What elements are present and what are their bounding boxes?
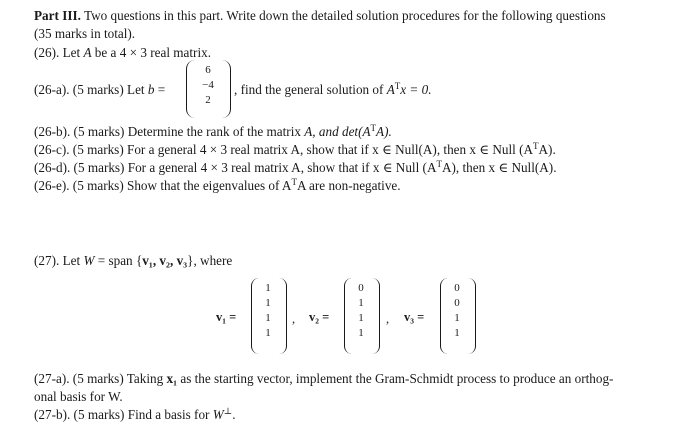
q26a-prefix <box>34 82 165 98</box>
v3-entry: 1 <box>454 312 460 324</box>
v3-right-paren <box>468 278 476 354</box>
q26-stem-post: real matrix. <box>146 45 211 60</box>
q27b-W-symbol: W <box>212 407 224 422</box>
q27-W-symbol: W <box>83 253 95 268</box>
vector-separator: , <box>292 312 296 326</box>
q26b-text: (26-b). (5 marks) Determine the rank of the matrix <box>34 124 305 139</box>
transpose-mark: T <box>533 141 539 151</box>
v2-label: v₂ = <box>309 310 330 324</box>
q26e <box>34 178 401 194</box>
q26b <box>34 124 392 140</box>
q26b-tail2: A). <box>376 124 392 139</box>
q26-stem <box>34 45 211 61</box>
v1-label: v₁ = <box>216 310 237 324</box>
part-heading: Part III. <box>34 8 81 23</box>
q27-vector-list: v₁, v₂, v₃ <box>142 253 188 268</box>
v1-vector <box>258 281 278 341</box>
q27-span: = span { <box>94 253 143 268</box>
v3-label: v₃ = <box>404 310 425 324</box>
q27b <box>34 407 236 423</box>
q26a-pre: (26-a). (5 marks) Let <box>34 82 148 97</box>
q27a-post: as the starting vector, implement the Gram-Schmidt process to produce an orthog- <box>177 371 614 386</box>
vector-separator: , <box>386 312 390 326</box>
q26c <box>34 142 556 158</box>
v3-entry: 1 <box>454 327 460 339</box>
transpose-mark: T <box>370 123 377 133</box>
q26e-text: (26-e). (5 marks) Show that the eigenvalues of A <box>34 178 292 193</box>
v1-entry: 1 <box>265 327 271 339</box>
v2-entry: 0 <box>358 282 364 294</box>
q26e-tail: A are non-negative. <box>296 178 401 193</box>
v1-right-paren <box>279 278 287 354</box>
q26c-text: (26-c). (5 marks) For a general 4 × 3 real matrix A, show that if x ∈ Null(A), then x ∈ Null (A <box>34 142 534 157</box>
q26d-text: (26-d). (5 marks) For a general 4 × 3 real matrix A, show that if x ∈ Null (A <box>34 160 437 175</box>
q26d <box>34 160 557 176</box>
q26a-suffix <box>234 82 432 98</box>
v2-right-paren <box>372 278 380 354</box>
part-intro-line-1 <box>34 8 606 24</box>
v2-entry: 1 <box>358 297 364 309</box>
v1-entry: 1 <box>265 297 271 309</box>
transpose-mark: T <box>291 177 297 187</box>
v2-entry: 1 <box>358 327 364 339</box>
q26-stem-matrix: A <box>83 45 92 60</box>
q27a-x1: x₁ <box>166 371 178 386</box>
q26a-post: , find the general solution of <box>234 82 387 97</box>
q27a-pre: (27-a). (5 marks) Taking <box>34 371 167 386</box>
b-vector-right-paren <box>222 60 231 118</box>
v1-entry: 1 <box>265 282 271 294</box>
q26-stem-mid: be a <box>91 45 120 60</box>
b-vector <box>196 63 220 108</box>
q26a-b-symbol: b <box>147 82 155 97</box>
v1-entry: 1 <box>265 312 271 324</box>
v3-entry: 0 <box>454 297 460 309</box>
transpose-mark: T <box>436 159 442 169</box>
q27-stem <box>34 253 232 269</box>
perp-mark: ⊥ <box>223 406 233 416</box>
v2-vector <box>351 281 371 341</box>
q26a-equation: x = 0. <box>400 82 432 97</box>
q26a-matrix: A <box>386 82 395 97</box>
part-intro-line-2: (35 marks in total). <box>34 26 136 41</box>
q27-stem-pre: (27). Let <box>34 253 84 268</box>
b-vector-entry: 2 <box>205 94 211 106</box>
q26a-eq: = <box>154 82 166 97</box>
q26c-tail: A). <box>538 142 556 157</box>
transpose-mark: T <box>394 81 401 91</box>
q27-stem-post: }, where <box>187 253 233 268</box>
q26-stem-pre: (26). Let <box>34 45 84 60</box>
b-vector-entry: 6 <box>205 64 211 76</box>
q26-stem-dim: 4 × 3 <box>119 45 147 60</box>
b-vector-entry: −4 <box>202 79 214 91</box>
part-intro-text: Two questions in this part. Write down the detailed solution procedures for the following questions <box>83 8 606 23</box>
q27b-text: (27-b). (5 marks) Find a basis for <box>34 407 213 422</box>
q27b-end: . <box>232 407 236 422</box>
v2-entry: 1 <box>358 312 364 324</box>
v3-vector <box>447 281 467 341</box>
q27a-line-1 <box>34 371 613 387</box>
v3-entry: 0 <box>454 282 460 294</box>
q27a-line-2: onal basis for W. <box>34 389 123 404</box>
q26b-tail: A, and det(A <box>304 124 371 139</box>
b-vector-left-paren <box>186 60 195 118</box>
q26d-mid: A), then x ∈ Null(A). <box>441 160 557 175</box>
